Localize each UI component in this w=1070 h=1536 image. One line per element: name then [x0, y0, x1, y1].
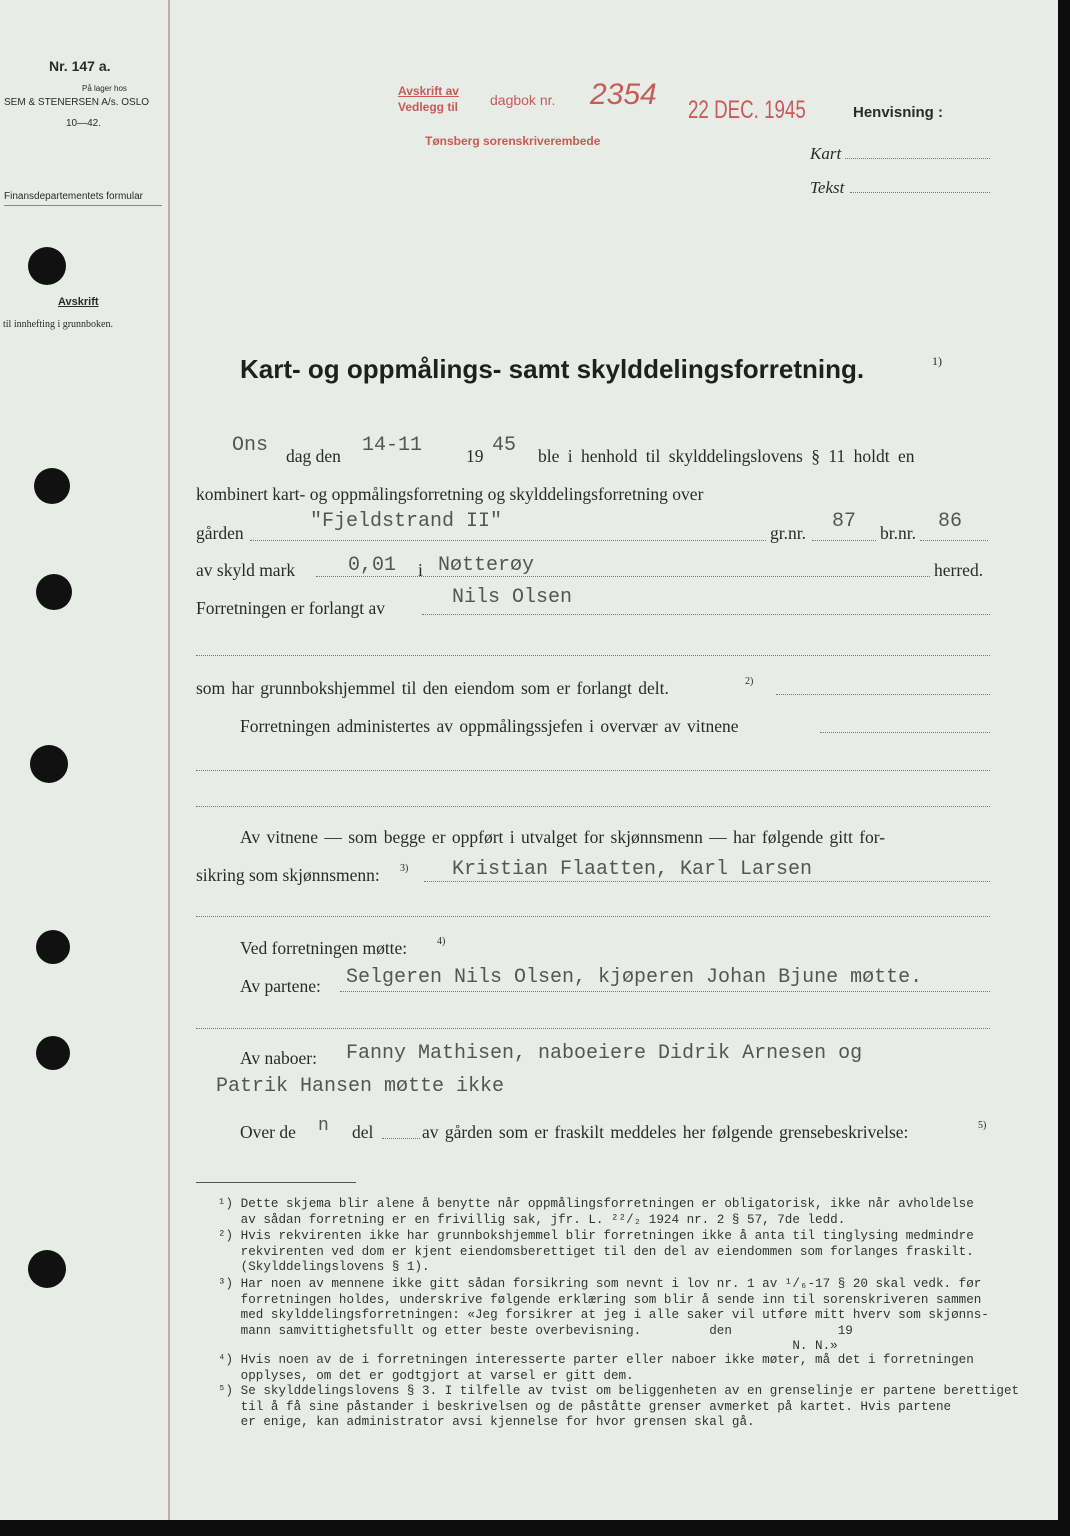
- over-dotted-line: [382, 1138, 420, 1139]
- stamp-avskrift: Avskrift av: [398, 84, 459, 98]
- binder-hole: [36, 930, 70, 964]
- date-value: 14-11: [362, 434, 423, 457]
- grnr-value: 87: [832, 510, 857, 533]
- motte-label: Ved forretningen møtte:: [240, 938, 408, 958]
- brnr-dotted-line: [920, 540, 988, 541]
- grunnbok-footnote-mark: 2): [745, 676, 754, 687]
- stamp-date: 22 DEC. 1945: [688, 96, 806, 124]
- line2-text: kombinert kart- og oppmålingsforretning og skylddelingsforretning over: [196, 484, 704, 504]
- herred-label: herred.: [934, 560, 984, 580]
- naboer-label: Av naboer:: [240, 1048, 317, 1068]
- motte-footnote-mark: 4): [437, 936, 446, 947]
- brnr-value: 86: [938, 510, 963, 533]
- skyld-dotted-line: [316, 576, 930, 577]
- del-label: del: [352, 1122, 374, 1142]
- blank-dotted-line: [196, 1028, 990, 1029]
- weekday-value: Ons: [232, 434, 269, 457]
- title-footnote-mark: 1): [932, 354, 942, 368]
- department-line: Finansdepartementets formular: [4, 191, 143, 202]
- skyld-label: av skyld mark: [196, 560, 296, 580]
- over-value: n: [318, 1116, 329, 1136]
- blank-dotted-line: [196, 806, 990, 807]
- year-value: 45: [492, 434, 517, 457]
- publisher-line-2: SEM & STENERSEN A/s. OSLO: [4, 97, 150, 108]
- grunnbok-dotted-line: [776, 694, 990, 695]
- naboer-value-2: Patrik Hansen møtte ikke: [216, 1075, 505, 1098]
- blank-dotted-line: [196, 916, 990, 917]
- dagbok-number: 2354: [590, 78, 657, 111]
- grunnbok-text: som har grunnbokshjemmel til den eiendom som er forlangt delt.: [196, 678, 669, 698]
- forlangt-label: Forretningen er forlangt av: [196, 598, 386, 618]
- naboer-value-1: Fanny Mathisen, naboeiere Didrik Arnesen og: [346, 1042, 863, 1065]
- blank-dotted-line: [196, 655, 990, 656]
- footnote-5: ⁵) Se skylddelingslovens § 3. I tilfelle av tvist om beliggenheten av en grenselinje er partene berettiget til å få sine påstander i beskrivelsen og de påståtte grenser avmerket på kartet. Hvis partene er enige, kan administrator avsi kjennelse for hvor grensen skal gå.: [218, 1384, 1020, 1429]
- brnr-label: br.nr.: [880, 523, 916, 543]
- henvisning-label: Henvisning :: [853, 104, 944, 121]
- binder-hole: [36, 1036, 70, 1070]
- tekst-label: Tekst: [810, 178, 845, 197]
- footnote-3: ³) Har noen av mennene ikke gitt sådan forsikring som nevnt i lov nr. 1 av ¹/₆-17 § 20 skal vedk. før forretningen holdes, underskrive følgende erklæring som blir å sende inn til sorenskriveren sammen med skylddelingsforretningen: «Jeg forsikrer at jeg i alle saker vil utføre mitt hverv som skjønns- mann samvittighetsfullt og etter beste overbevisning. den 19 N. N.»: [218, 1277, 989, 1353]
- stamp-vedlegg: Vedlegg til: [398, 100, 459, 114]
- binder-hole: [28, 1250, 66, 1288]
- vitner-value: Kristian Flaatten, Karl Larsen: [452, 858, 813, 881]
- avskrift-title: Avskrift: [58, 296, 99, 308]
- kart-label: Kart: [810, 144, 842, 163]
- stamp-office: Tønsberg sorenskriverembede: [425, 134, 601, 148]
- binder-hole: [34, 468, 70, 504]
- skyld-value: 0,01: [348, 554, 397, 577]
- herred-name-value: Nøtterøy: [438, 554, 535, 577]
- partene-dotted-line: [340, 991, 990, 992]
- form-number: Nr. 147 a.: [49, 58, 111, 74]
- stamp-dagbok-label: dagbok nr.: [490, 92, 556, 108]
- footnote-1: ¹) Dette skjema blir alene å benytte når oppmålingsforretningen er obligatorisk, ikke når avholdelse av sådan forretning er en frivillig sak, jfr. L. ²²/₂ 1924 nr. 2 § 57, 7de ledd.: [218, 1197, 974, 1227]
- footnote-4: ⁴) Hvis noen av de i forretningen interesserte parter eller naboer ikke møter, må det i forretningen opplyses, om det er godtgjort at varsel er gitt dem.: [218, 1353, 974, 1383]
- year-prefix: 19: [466, 446, 484, 466]
- garden-label: gården: [196, 523, 244, 543]
- line1-text: ble i henhold til skylddelingslovens § 11 holdt en: [538, 446, 915, 466]
- vitner-dotted-line: [424, 881, 990, 882]
- binder-hole: [36, 574, 72, 610]
- blank-dotted-line: [196, 770, 990, 771]
- binder-hole: [30, 745, 68, 783]
- dag-den-label: dag den: [286, 446, 341, 466]
- grnr-dotted-line: [812, 540, 876, 541]
- vitner-footnote-mark: 3): [400, 863, 409, 874]
- date-code: 10—42.: [66, 118, 102, 129]
- garden-dotted-line: [250, 540, 766, 541]
- partene-label: Av partene:: [240, 976, 321, 996]
- document-title: Kart- og oppmålings- samt skylddelingsforretning.: [240, 354, 865, 384]
- kart-dotted-line: [845, 158, 990, 159]
- partene-value: Selgeren Nils Olsen, kjøperen Johan Bjune møtte.: [346, 966, 923, 989]
- forlangt-value: Nils Olsen: [452, 586, 573, 609]
- binder-hole: [28, 247, 66, 285]
- department-underline: [4, 205, 162, 206]
- admin-text: Forretningen administertes av oppmålingssjefen i overvær av vitnene: [240, 716, 739, 736]
- margin-rule: [168, 0, 170, 1520]
- over-text: av gården som er fraskilt meddeles her følgende grensebeskrivelse:: [422, 1122, 909, 1142]
- over-footnote-mark: 5): [978, 1120, 987, 1131]
- publisher-line-1: På lager hos: [82, 84, 127, 93]
- over-label: Over de: [240, 1122, 296, 1142]
- vitner-label: sikring som skjønnsmenn:: [196, 865, 380, 885]
- grnr-label: gr.nr.: [770, 523, 806, 543]
- tekst-dotted-line: [850, 192, 990, 193]
- footnote-separator: [196, 1182, 356, 1183]
- footnote-2: ²) Hvis rekvirenten ikke har grunnbokshjemmel blir forretningen ikke å anta til tinglysing medmindre rekvirenten ved dom er kjent eiendomsberettiget til den del av eiendommen som forlanges fraskilt. (Skylddelingslovens § 1).: [218, 1229, 974, 1274]
- farm-name-value: "Fjeldstrand II": [310, 510, 503, 533]
- admin-dotted-line: [820, 732, 990, 733]
- i-label: i: [418, 560, 423, 580]
- vitner-text: Av vitnene — som begge er oppført i utvalget for skjønnsmenn — har følgende gitt for-: [240, 827, 886, 847]
- forlangt-dotted-line: [422, 614, 990, 615]
- avskrift-subtitle: til innhefting i grunnboken.: [3, 319, 113, 330]
